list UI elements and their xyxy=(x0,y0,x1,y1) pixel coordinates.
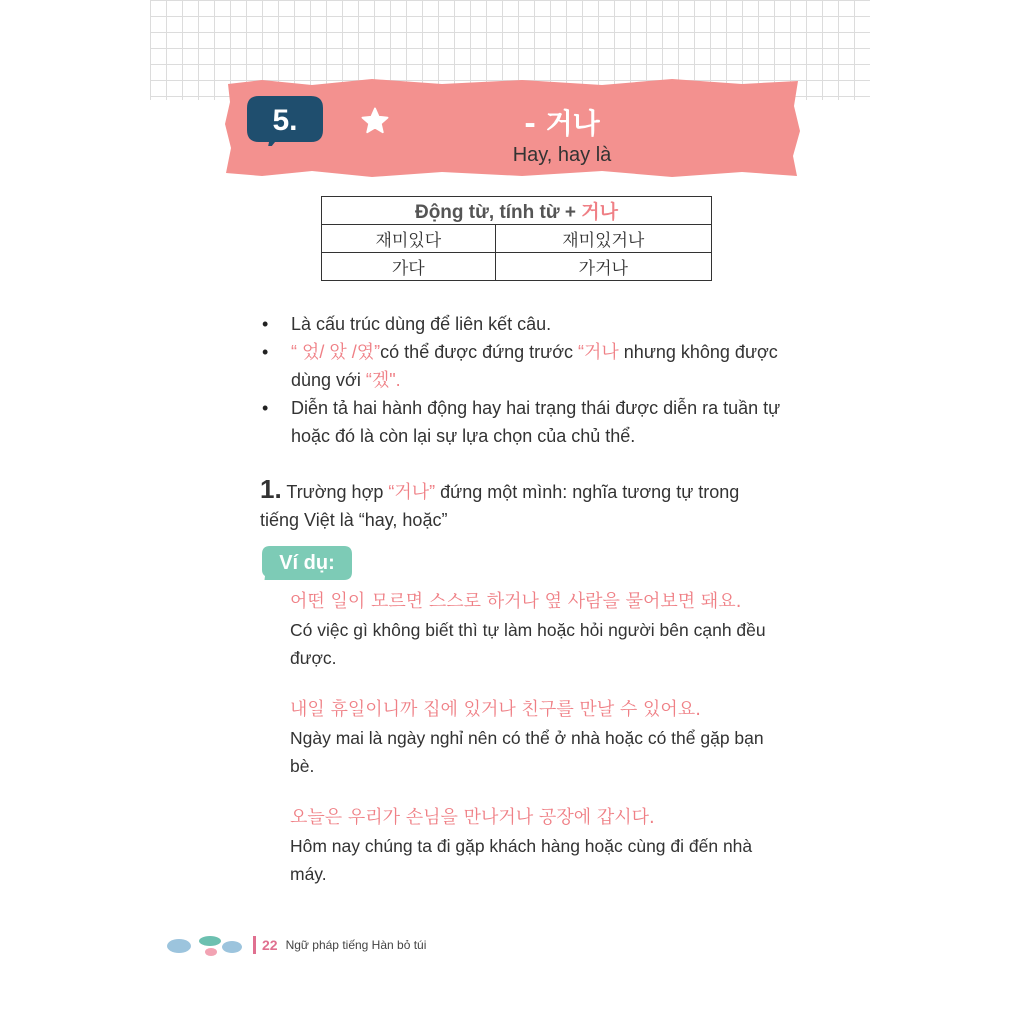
table-row xyxy=(322,225,712,253)
case-text: Trường hợp xyxy=(281,482,389,502)
table-cell: 재미있다 xyxy=(322,225,496,253)
cloud-icon xyxy=(165,932,245,958)
note-highlight: “거나 xyxy=(578,342,619,362)
table-header-text: Động từ, tính từ + xyxy=(414,202,582,223)
note-item: • Là cấu trúc dùng để liên kết câu. xyxy=(262,310,782,338)
example-item xyxy=(290,588,790,672)
example-translation: Hôm nay chúng ta đi gặp khách hàng hoặc cùng đi đến nhà máy. xyxy=(290,836,753,884)
note-text: có thể được đứng trước xyxy=(380,342,579,362)
example-korean: 내일 휴일이니까 집에 있거나 친구를 만날 수 있어요. xyxy=(290,699,701,720)
case-highlight: “거나” xyxy=(388,482,436,502)
page-footer xyxy=(165,930,565,960)
table-row xyxy=(322,253,712,281)
note-highlight: “ 었/ 았 /였” xyxy=(291,342,381,362)
footer-divider xyxy=(253,936,256,954)
case-text: đứng một mình: nghĩa tương tự trong tiếng Việt là “hay, hoặc” xyxy=(260,482,740,530)
case-heading xyxy=(260,475,780,534)
example-item xyxy=(290,804,790,888)
note-item: • Diễn tả hai hành động hay hai trạng thái được diễn ra tuần tự hoặc đó là còn lại sự lựa chọn của chủ thể. xyxy=(262,394,782,450)
example-korean: 어떤 일이 모르면 스스로 하거나 옆 사람을 물어보면 돼요. xyxy=(290,591,742,612)
table-header-suffix: 거나 xyxy=(581,202,618,223)
table-header-row xyxy=(322,197,712,225)
example-translation: Có việc gì không biết thì tự làm hoặc hỏi người bên cạnh đều được. xyxy=(290,620,766,668)
grammar-title: - 거나 xyxy=(524,107,600,140)
example-korean: 오늘은 우리가 손님을 만나거나 공장에 갑시다. xyxy=(290,807,655,828)
star-icon xyxy=(360,106,390,136)
note-item xyxy=(262,338,782,394)
note-highlight: “겠". xyxy=(365,370,401,390)
conjugation-table xyxy=(321,196,712,281)
table-cell: 재미있거나 xyxy=(495,225,711,253)
page-number: 22 xyxy=(262,937,278,953)
book-title: Ngữ pháp tiếng Hàn bỏ túi xyxy=(285,938,427,952)
table-header xyxy=(322,197,712,225)
section-number: 5. xyxy=(272,104,298,137)
note-text: nhưng không được dùng với xyxy=(291,342,778,390)
example-translation: Ngày mai là ngày nghỉ nên có thể ở nhà hoặc có thể gặp bạn bè. xyxy=(290,728,764,776)
example-label: Ví dụ: xyxy=(279,551,335,574)
case-number: 1. xyxy=(260,474,282,504)
table-cell: 가다 xyxy=(322,253,496,281)
example-item xyxy=(290,696,790,780)
usage-notes xyxy=(262,310,782,450)
grammar-meaning: Hay, hay là xyxy=(512,144,612,166)
table-cell: 가거나 xyxy=(495,253,711,281)
section-banner xyxy=(222,76,802,180)
